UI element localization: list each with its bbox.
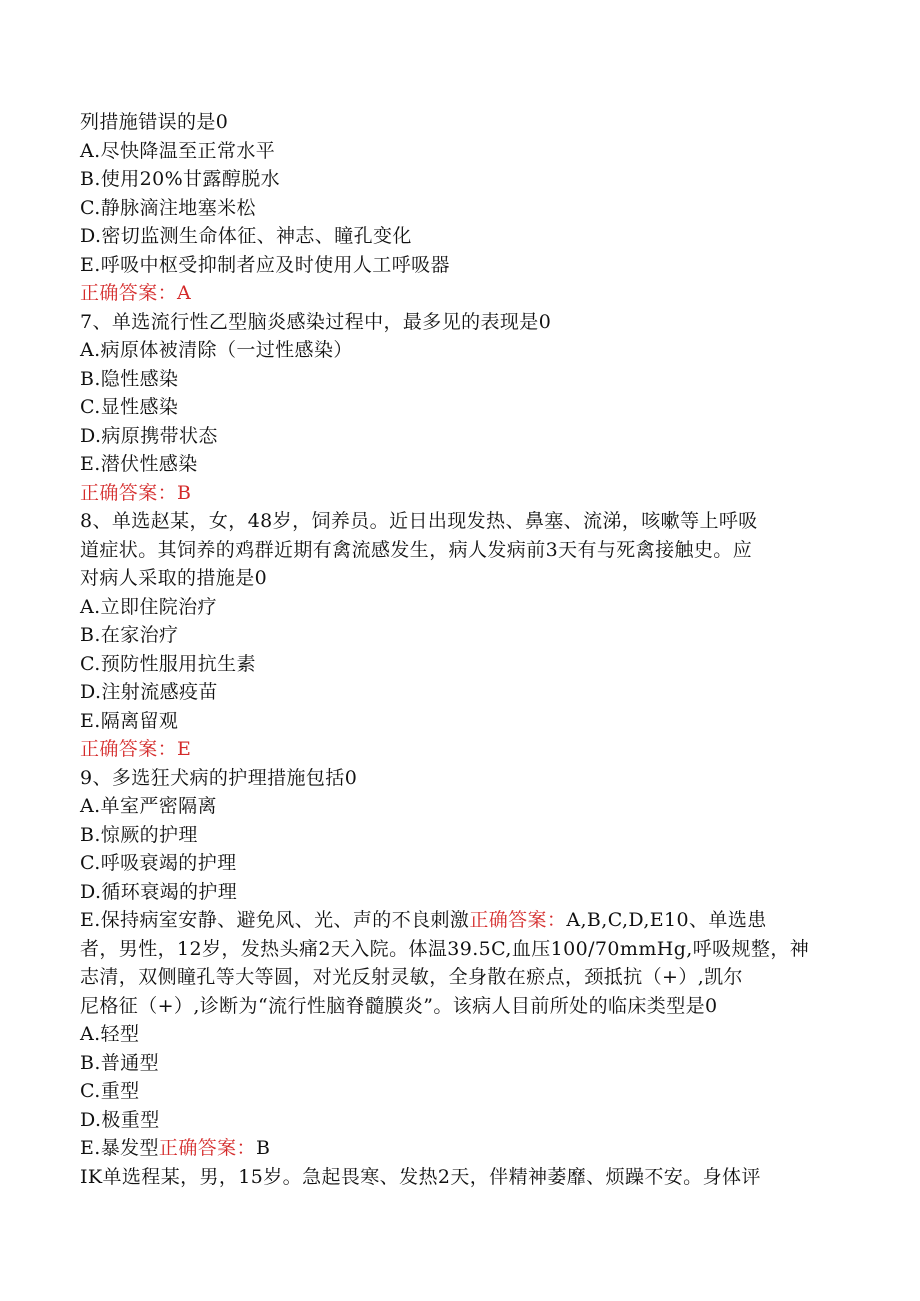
option-line: C.预防性服用抗生素 bbox=[80, 652, 256, 675]
question-line: 志清，双侧瞳孔等大等圆，对光反射灵敏，全身散在瘀点，颈抵抗（+）,凯尔 bbox=[80, 966, 743, 988]
answer-line bbox=[80, 735, 840, 764]
option-line: E.呼吸中枢受抑制者应及时使用人工呼吸器 bbox=[80, 253, 450, 276]
option-line: D.注射流感疫苗 bbox=[80, 681, 218, 703]
option-line: D.病原携带状态 bbox=[80, 424, 218, 447]
option-text: E.暴发型 bbox=[80, 1137, 159, 1159]
question-line: 道症状。其饲养的鸡群近期有禽流感发生，病人发病前3天有与死禽接触史。应 bbox=[80, 538, 753, 561]
answer-label: 正确答案： bbox=[80, 738, 178, 760]
option-line: C.重型 bbox=[80, 1080, 140, 1102]
option-answer-line bbox=[80, 906, 840, 935]
option-line: D.循环衰竭的护理 bbox=[80, 880, 238, 903]
option-line: C.显性感染 bbox=[80, 396, 179, 418]
question-line: IK单选程某，男，15岁。急起畏寒、发热2天，伴精神萎靡、烦躁不安。身体评 bbox=[80, 1165, 761, 1188]
option-line: D.极重型 bbox=[80, 1108, 160, 1131]
answer-label: 正确答案： bbox=[469, 909, 567, 931]
option-line: A.轻型 bbox=[80, 1023, 140, 1045]
option-line: A.尽快降温至正常水平 bbox=[80, 139, 276, 162]
question-line: 对病人采取的措施是0 bbox=[80, 567, 268, 589]
option-line: A.病原体被清除（一过性感染） bbox=[80, 339, 353, 361]
option-line: E.潜伏性感染 bbox=[80, 453, 198, 475]
answer-label: 正确答案： bbox=[80, 481, 178, 504]
question-line: 7、单选流行性乙型脑炎感染过程中，最多见的表现是0 bbox=[80, 310, 552, 333]
option-line: B.普通型 bbox=[80, 1051, 160, 1074]
option-line: B.使用20%甘露醇脱水 bbox=[80, 168, 281, 190]
option-text: E.保持病室安静、避免风、光、声的不良刺激 bbox=[80, 909, 470, 931]
answer-value: B bbox=[177, 481, 192, 504]
answer-label: 正确答案： bbox=[158, 1137, 256, 1159]
question-line: 9、多选狂犬病的护理措施包括0 bbox=[80, 766, 358, 789]
option-line: A.单室严密隔离 bbox=[80, 795, 217, 817]
question-line: 尼格征（+）,诊断为“流行性脑脊髓膜炎”。该病人目前所处的临床类型是0 bbox=[80, 994, 718, 1017]
answer-value-and-question: A,B,C,D,E10、单选患 bbox=[566, 909, 767, 931]
question-line: 者，男性，12岁，发热头痛2天入院。体温39.5C,血压100/70mmHg,呼吸规整，神 bbox=[80, 937, 810, 960]
option-line: B.惊厥的护理 bbox=[80, 823, 198, 846]
option-line: A.立即住院治疗 bbox=[80, 595, 217, 618]
answer-value: A bbox=[177, 282, 192, 304]
option-line: B.隐性感染 bbox=[80, 367, 179, 390]
answer-label: 正确答案： bbox=[80, 282, 178, 304]
answer-value: E bbox=[177, 738, 192, 760]
option-line: B.在家治疗 bbox=[80, 624, 179, 646]
option-line: E.隔离留观 bbox=[80, 709, 179, 732]
option-line: C.呼吸衰竭的护理 bbox=[80, 852, 237, 874]
text-line: 列措施错误的是0 bbox=[80, 111, 229, 133]
question-line: 8、单选赵某，女，48岁，饲养员。近日出现发热、鼻塞、流涕，咳嗽等上呼吸 bbox=[80, 510, 758, 532]
option-line: C.静脉滴注地塞米松 bbox=[80, 196, 256, 219]
answer-line bbox=[80, 279, 840, 308]
document-page bbox=[80, 108, 840, 1191]
option-line: D.密切监测生命体征、神志、瞳孔变化 bbox=[80, 225, 412, 247]
answer-line bbox=[80, 479, 840, 508]
answer-value: B bbox=[255, 1137, 271, 1159]
option-answer-line bbox=[80, 1134, 840, 1163]
